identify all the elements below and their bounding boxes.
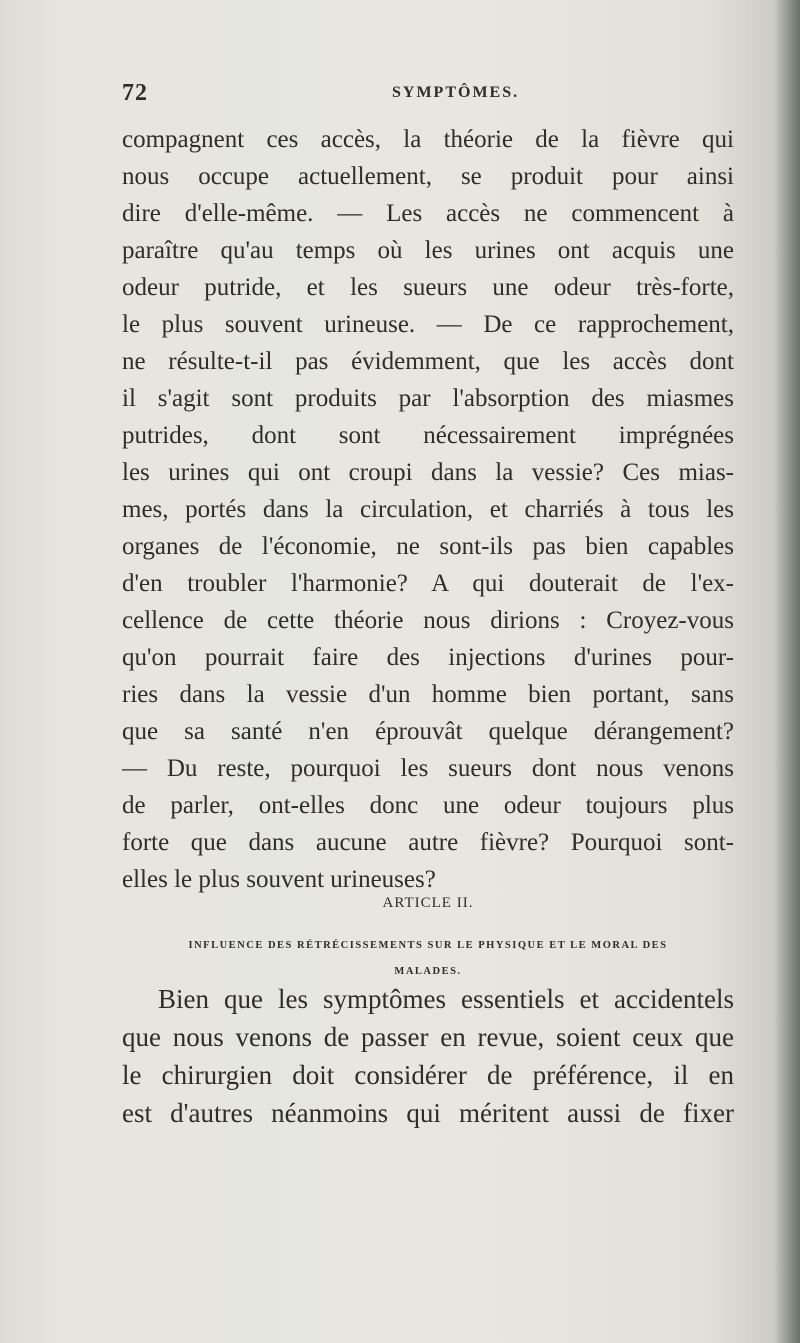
text-line: odeur putride, et les sueurs une odeur très-forte, bbox=[122, 274, 734, 301]
article-subtitle-line: INFLUENCE DES RÉTRÉCISSEMENTS SUR LE PHYSIQUE ET LE MORAL DES bbox=[188, 940, 668, 951]
text-line: cellence de cette théorie nous dirions : Croyez-vous bbox=[122, 607, 734, 634]
running-title: SYMPTÔMES. bbox=[392, 84, 520, 101]
text-line: forte que dans aucune autre fièvre? Pourquoi sont- bbox=[122, 829, 734, 856]
text-line: mes, portés dans la circulation, et charriés à tous les bbox=[122, 496, 734, 523]
text-line: putrides, dont sont nécessairement imprégnées bbox=[122, 422, 734, 449]
text-line: le chirurgien doit considérer de préférence, il en bbox=[122, 1060, 734, 1090]
book-spine-shadow bbox=[774, 0, 800, 1343]
text-line: nous occupe actuellement, se produit pour ainsi bbox=[122, 163, 734, 190]
text-line: — Du reste, pourquoi les sueurs dont nous venons bbox=[122, 755, 734, 782]
text-line: ne résulte-t-il pas évidemment, que les accès dont bbox=[122, 348, 734, 375]
text-line: Bien que les symptômes essentiels et accidentels bbox=[158, 984, 734, 1014]
text-line: d'en troubler l'harmonie? A qui douterait de l'ex- bbox=[122, 570, 734, 597]
text-line: est d'autres néanmoins qui méritent aussi de fixer bbox=[122, 1098, 734, 1128]
text-line: le plus souvent urineuse. — De ce rapprochement, bbox=[122, 311, 734, 338]
text-line: ries dans la vessie d'un homme bien portant, sans bbox=[122, 681, 734, 708]
text-line: paraître qu'au temps où les urines ont acquis une bbox=[122, 237, 734, 264]
article-subtitle bbox=[122, 933, 734, 985]
article-subtitle-line: MALADES. bbox=[394, 966, 462, 977]
article-heading: ARTICLE II. bbox=[382, 895, 474, 911]
text-line: elles le plus souvent urineuses? bbox=[122, 866, 436, 893]
page-number: 72 bbox=[122, 80, 148, 106]
page-header bbox=[122, 80, 730, 110]
text-line: organes de l'économie, ne sont-ils pas bien capables bbox=[122, 533, 734, 560]
article-text bbox=[122, 980, 734, 1132]
text-line: que sa santé n'en éprouvât quelque dérangement? bbox=[122, 718, 734, 745]
text-line: il s'agit sont produits par l'absorption des miasmes bbox=[122, 385, 734, 412]
text-line: qu'on pourrait faire des injections d'urines pour- bbox=[122, 644, 734, 671]
text-line: dire d'elle-même. — Les accès ne commencent à bbox=[122, 200, 734, 227]
body-text bbox=[122, 121, 734, 898]
text-line: compagnent ces accès, la théorie de la fièvre qui bbox=[122, 126, 734, 153]
text-line: que nous venons de passer en revue, soient ceux que bbox=[122, 1022, 734, 1052]
text-line: les urines qui ont croupi dans la vessie? Ces mias- bbox=[122, 459, 734, 486]
text-line: de parler, ont-elles donc une odeur toujours plus bbox=[122, 792, 734, 819]
